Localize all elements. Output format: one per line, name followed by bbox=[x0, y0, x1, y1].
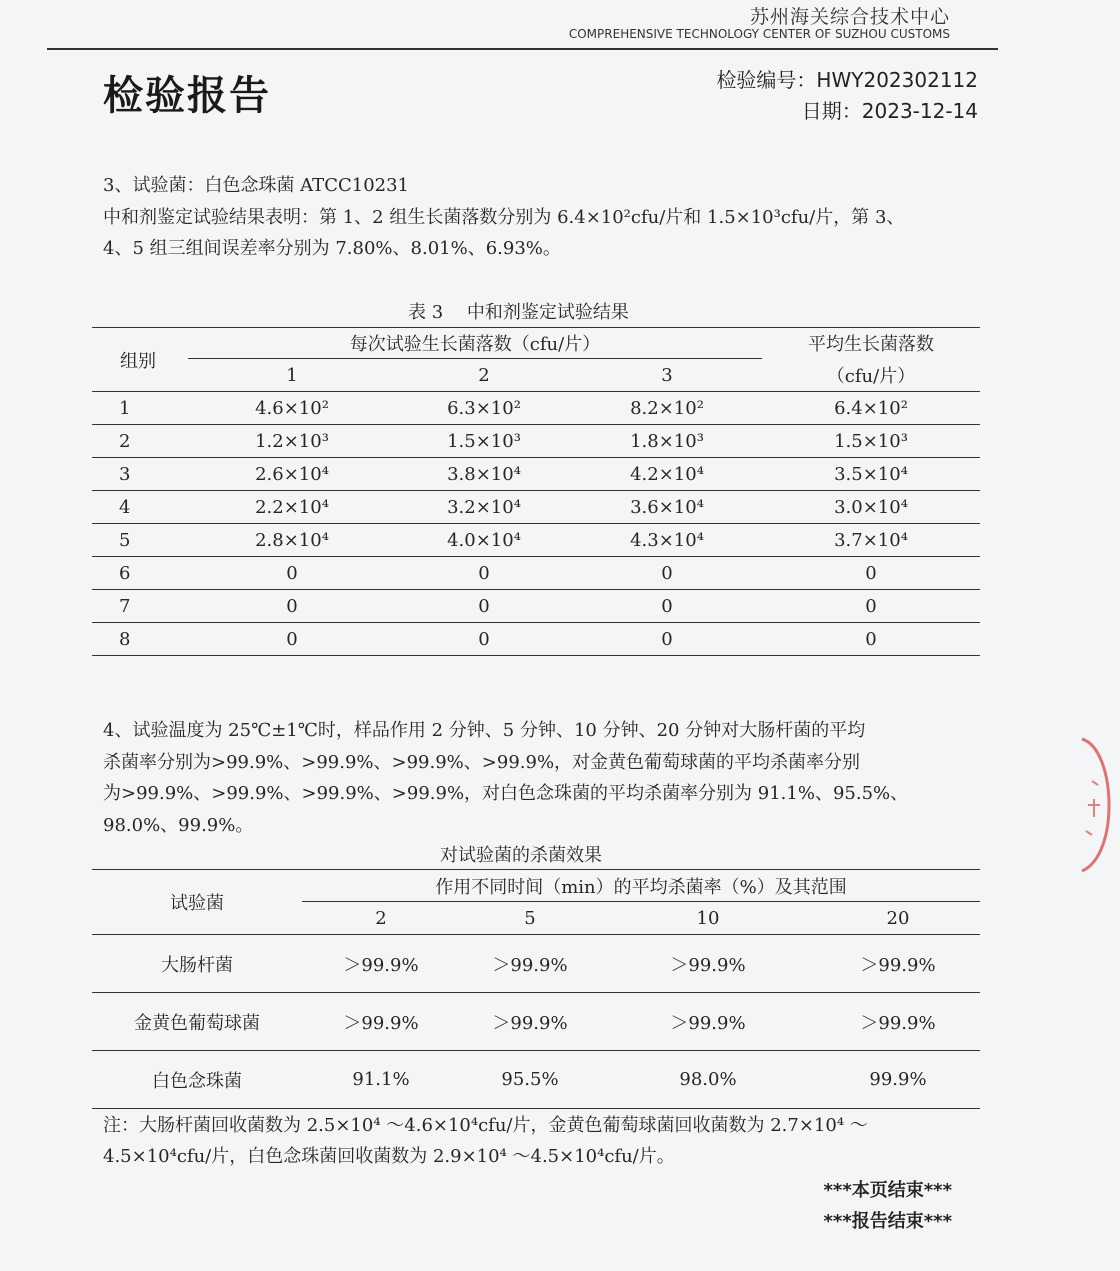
neutralizer-results-table bbox=[92, 327, 980, 656]
report-number: 检验编号：HWY202302112 bbox=[716, 68, 978, 92]
cell-strain: 金黄色葡萄球菌 bbox=[92, 993, 302, 1051]
cell-trial: 1.8×10³ bbox=[572, 425, 762, 458]
footnote-line: 4.5×10⁴cfu/片，白色念珠菌回收菌数为 2.9×10⁴ ～4.5×10⁴cfu/片。 bbox=[103, 1146, 675, 1167]
footnote-line: 注：大肠杆菌回收菌数为 2.5×10⁴ ～4.6×10⁴cfu/片，金黄色葡萄球菌回收菌数为 2.7×10⁴ ～ bbox=[103, 1115, 868, 1136]
table-row bbox=[92, 993, 980, 1051]
cell-trial: 4.2×10⁴ bbox=[572, 458, 762, 491]
cell-rate: 99.9% bbox=[816, 1051, 980, 1109]
table-row bbox=[92, 935, 980, 993]
table-row bbox=[92, 557, 980, 590]
cell-rate: 91.1% bbox=[302, 1051, 460, 1109]
cell-rate: ＞99.9% bbox=[816, 993, 980, 1051]
cell-avg: 3.7×10⁴ bbox=[762, 524, 980, 557]
trial-label: 1 bbox=[286, 364, 298, 386]
section-4-line: 4、试验温度为 25℃±1℃时，样品作用 2 分钟、5 分钟、10 分钟、20 分钟对大肠杆菌的平均 bbox=[103, 720, 866, 741]
time-label: 10 bbox=[600, 902, 816, 935]
table-row bbox=[92, 458, 980, 491]
cell-trial: 2.2×10⁴ bbox=[188, 491, 396, 524]
table-row bbox=[92, 425, 980, 458]
cell-trial: 4.6×10² bbox=[188, 392, 396, 425]
cell-trial: 0 bbox=[572, 623, 762, 656]
report-date: 日期：2023-12-14 bbox=[801, 99, 978, 123]
cell-group: 8 bbox=[92, 623, 188, 656]
cell-rate: ＞99.9% bbox=[302, 935, 460, 993]
cell-rate: ＞99.9% bbox=[460, 935, 600, 993]
trial-label: 3 bbox=[661, 364, 673, 386]
cell-trial: 0 bbox=[396, 623, 572, 656]
table-row bbox=[92, 590, 980, 623]
cell-trial: 4.3×10⁴ bbox=[572, 524, 762, 557]
cell-group: 7 bbox=[92, 590, 188, 623]
cell-rate: ＞99.9% bbox=[816, 935, 980, 993]
cell-group: 2 bbox=[92, 425, 188, 458]
cell-trial: 2.6×10⁴ bbox=[188, 458, 396, 491]
cell-rate: ＞99.9% bbox=[600, 993, 816, 1051]
cell-trial: 0 bbox=[396, 590, 572, 623]
section-4-line: 为>99.9%、>99.9%、>99.9%、>99.9%，对白色念珠菌的平均杀菌率分别为 91.1%、95.5%、 bbox=[103, 783, 909, 804]
cell-avg: 0 bbox=[762, 557, 980, 590]
cell-trial: 1.2×10³ bbox=[188, 425, 396, 458]
cell-trial: 3.6×10⁴ bbox=[572, 491, 762, 524]
cell-avg: 0 bbox=[762, 590, 980, 623]
cell-avg: 1.5×10³ bbox=[762, 425, 980, 458]
bactericidal-effect-table bbox=[92, 869, 980, 1109]
report-title: 检验报告 bbox=[103, 73, 271, 119]
cell-avg: 3.5×10⁴ bbox=[762, 458, 980, 491]
cell-avg: 0 bbox=[762, 623, 980, 656]
cell-rate: ＞99.9% bbox=[600, 935, 816, 993]
seal-stamp-icon bbox=[1068, 735, 1120, 875]
col-header-avg-unit: （cfu/片） bbox=[826, 365, 916, 387]
section-4-text bbox=[103, 715, 963, 841]
cell-strain: 大肠杆菌 bbox=[92, 935, 302, 993]
cell-rate: 98.0% bbox=[600, 1051, 816, 1109]
cell-avg: 6.4×10² bbox=[762, 392, 980, 425]
cell-trial: 3.8×10⁴ bbox=[396, 458, 572, 491]
cell-rate: 95.5% bbox=[460, 1051, 600, 1109]
col-header-avg: 平均生长菌落数 bbox=[808, 334, 934, 356]
col-header-group: 组别 bbox=[120, 350, 156, 372]
cell-trial: 1.5×10³ bbox=[396, 425, 572, 458]
cell-group: 4 bbox=[92, 491, 188, 524]
col-header-counts: 每次试验生长菌落数（cfu/片） bbox=[188, 328, 762, 359]
time-label: 2 bbox=[302, 902, 460, 935]
trial-label: 2 bbox=[478, 364, 490, 386]
cell-trial: 0 bbox=[572, 590, 762, 623]
cell-trial: 8.2×10² bbox=[572, 392, 762, 425]
col-header-times: 作用不同时间（min）的平均杀菌率（%）及其范围 bbox=[302, 870, 980, 902]
section-3-text bbox=[103, 170, 963, 265]
cell-group: 6 bbox=[92, 557, 188, 590]
cell-avg: 3.0×10⁴ bbox=[762, 491, 980, 524]
org-name-cn: 苏州海关综合技术中心 bbox=[749, 6, 950, 28]
cell-strain: 白色念珠菌 bbox=[92, 1051, 302, 1109]
section-3-line: 中和剂鉴定试验结果表明：第 1、2 组生长菌落数分别为 6.4×10²cfu/片和 1.5×10³cfu/片，第 3、 bbox=[103, 206, 905, 228]
report-end-marker: ***报告结束*** bbox=[823, 1211, 952, 1232]
cell-trial: 4.0×10⁴ bbox=[396, 524, 572, 557]
cell-trial: 6.3×10² bbox=[396, 392, 572, 425]
section-3-line: 4、5 组三组间误差率分别为 7.80%、8.01%、6.93%。 bbox=[103, 238, 561, 259]
cell-rate: ＞99.9% bbox=[460, 993, 600, 1051]
table-3-caption: 表 3 中和剂鉴定试验结果 bbox=[408, 302, 629, 323]
cell-group: 5 bbox=[92, 524, 188, 557]
org-name-en: COMPREHENSIVE TECHNOLOGY CENTER OF SUZHOU CUSTOMS bbox=[568, 27, 950, 41]
cell-trial: 0 bbox=[188, 557, 396, 590]
cell-rate: ＞99.9% bbox=[302, 993, 460, 1051]
cell-trial: 2.8×10⁴ bbox=[188, 524, 396, 557]
cell-trial: 0 bbox=[572, 557, 762, 590]
table-4-caption: 对试验菌的杀菌效果 bbox=[440, 845, 602, 866]
header-divider bbox=[47, 48, 998, 50]
table-row bbox=[92, 1051, 980, 1109]
cell-trial: 3.2×10⁴ bbox=[396, 491, 572, 524]
section-4-line: 98.0%、99.9%。 bbox=[103, 814, 254, 836]
table-row bbox=[92, 524, 980, 557]
cell-trial: 0 bbox=[188, 623, 396, 656]
table-row bbox=[92, 491, 980, 524]
table-row bbox=[92, 392, 980, 425]
cell-group: 1 bbox=[92, 392, 188, 425]
section-3-heading: 3、试验菌：白色念珠菌 ATCC10231 bbox=[103, 175, 409, 196]
table-row bbox=[92, 623, 980, 656]
page-end-marker: ***本页结束*** bbox=[823, 1180, 952, 1201]
cell-trial: 0 bbox=[188, 590, 396, 623]
cell-trial: 0 bbox=[396, 557, 572, 590]
time-label: 20 bbox=[816, 902, 980, 935]
time-label: 5 bbox=[460, 902, 600, 935]
cell-group: 3 bbox=[92, 458, 188, 491]
footnote bbox=[103, 1110, 963, 1172]
section-4-line: 杀菌率分别为>99.9%、>99.9%、>99.9%、>99.9%，对金黄色葡萄球菌的平均杀菌率分别 bbox=[103, 751, 861, 773]
col-header-strain: 试验菌 bbox=[170, 893, 224, 914]
